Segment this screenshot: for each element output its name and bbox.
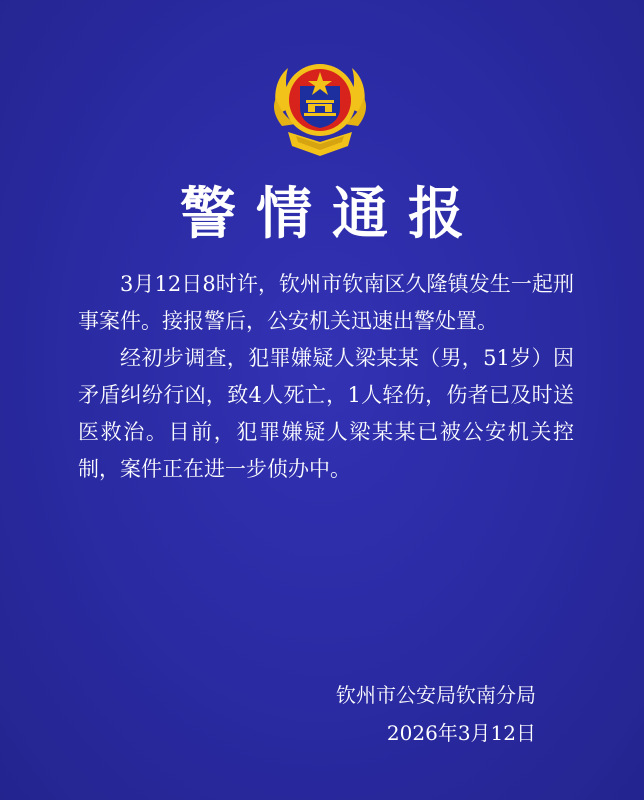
notice-paragraph-1: 3月12日8时许，钦州市钦南区久隆镇发生一起刑事案件。接报警后，公安机关迅速出警处置。 <box>78 272 574 333</box>
notice-signature <box>336 676 536 752</box>
notice-body <box>78 266 574 488</box>
issue-date: 2026年3月12日 <box>386 721 536 745</box>
issuer-name: 钦州市公安局钦南分局 <box>336 683 536 707</box>
notice-title: 警情通报 <box>180 182 484 247</box>
notice-paragraph-2: 经初步调查，犯罪嫌疑人梁某某（男，51岁）因矛盾纠纷行凶，致4人死亡，1人轻伤，伤者已及时送医救治。目前，犯罪嫌疑人梁某某已被公安机关控制，案件正在进一步侦办中。 <box>78 346 574 481</box>
police-emblem-icon <box>270 56 370 158</box>
